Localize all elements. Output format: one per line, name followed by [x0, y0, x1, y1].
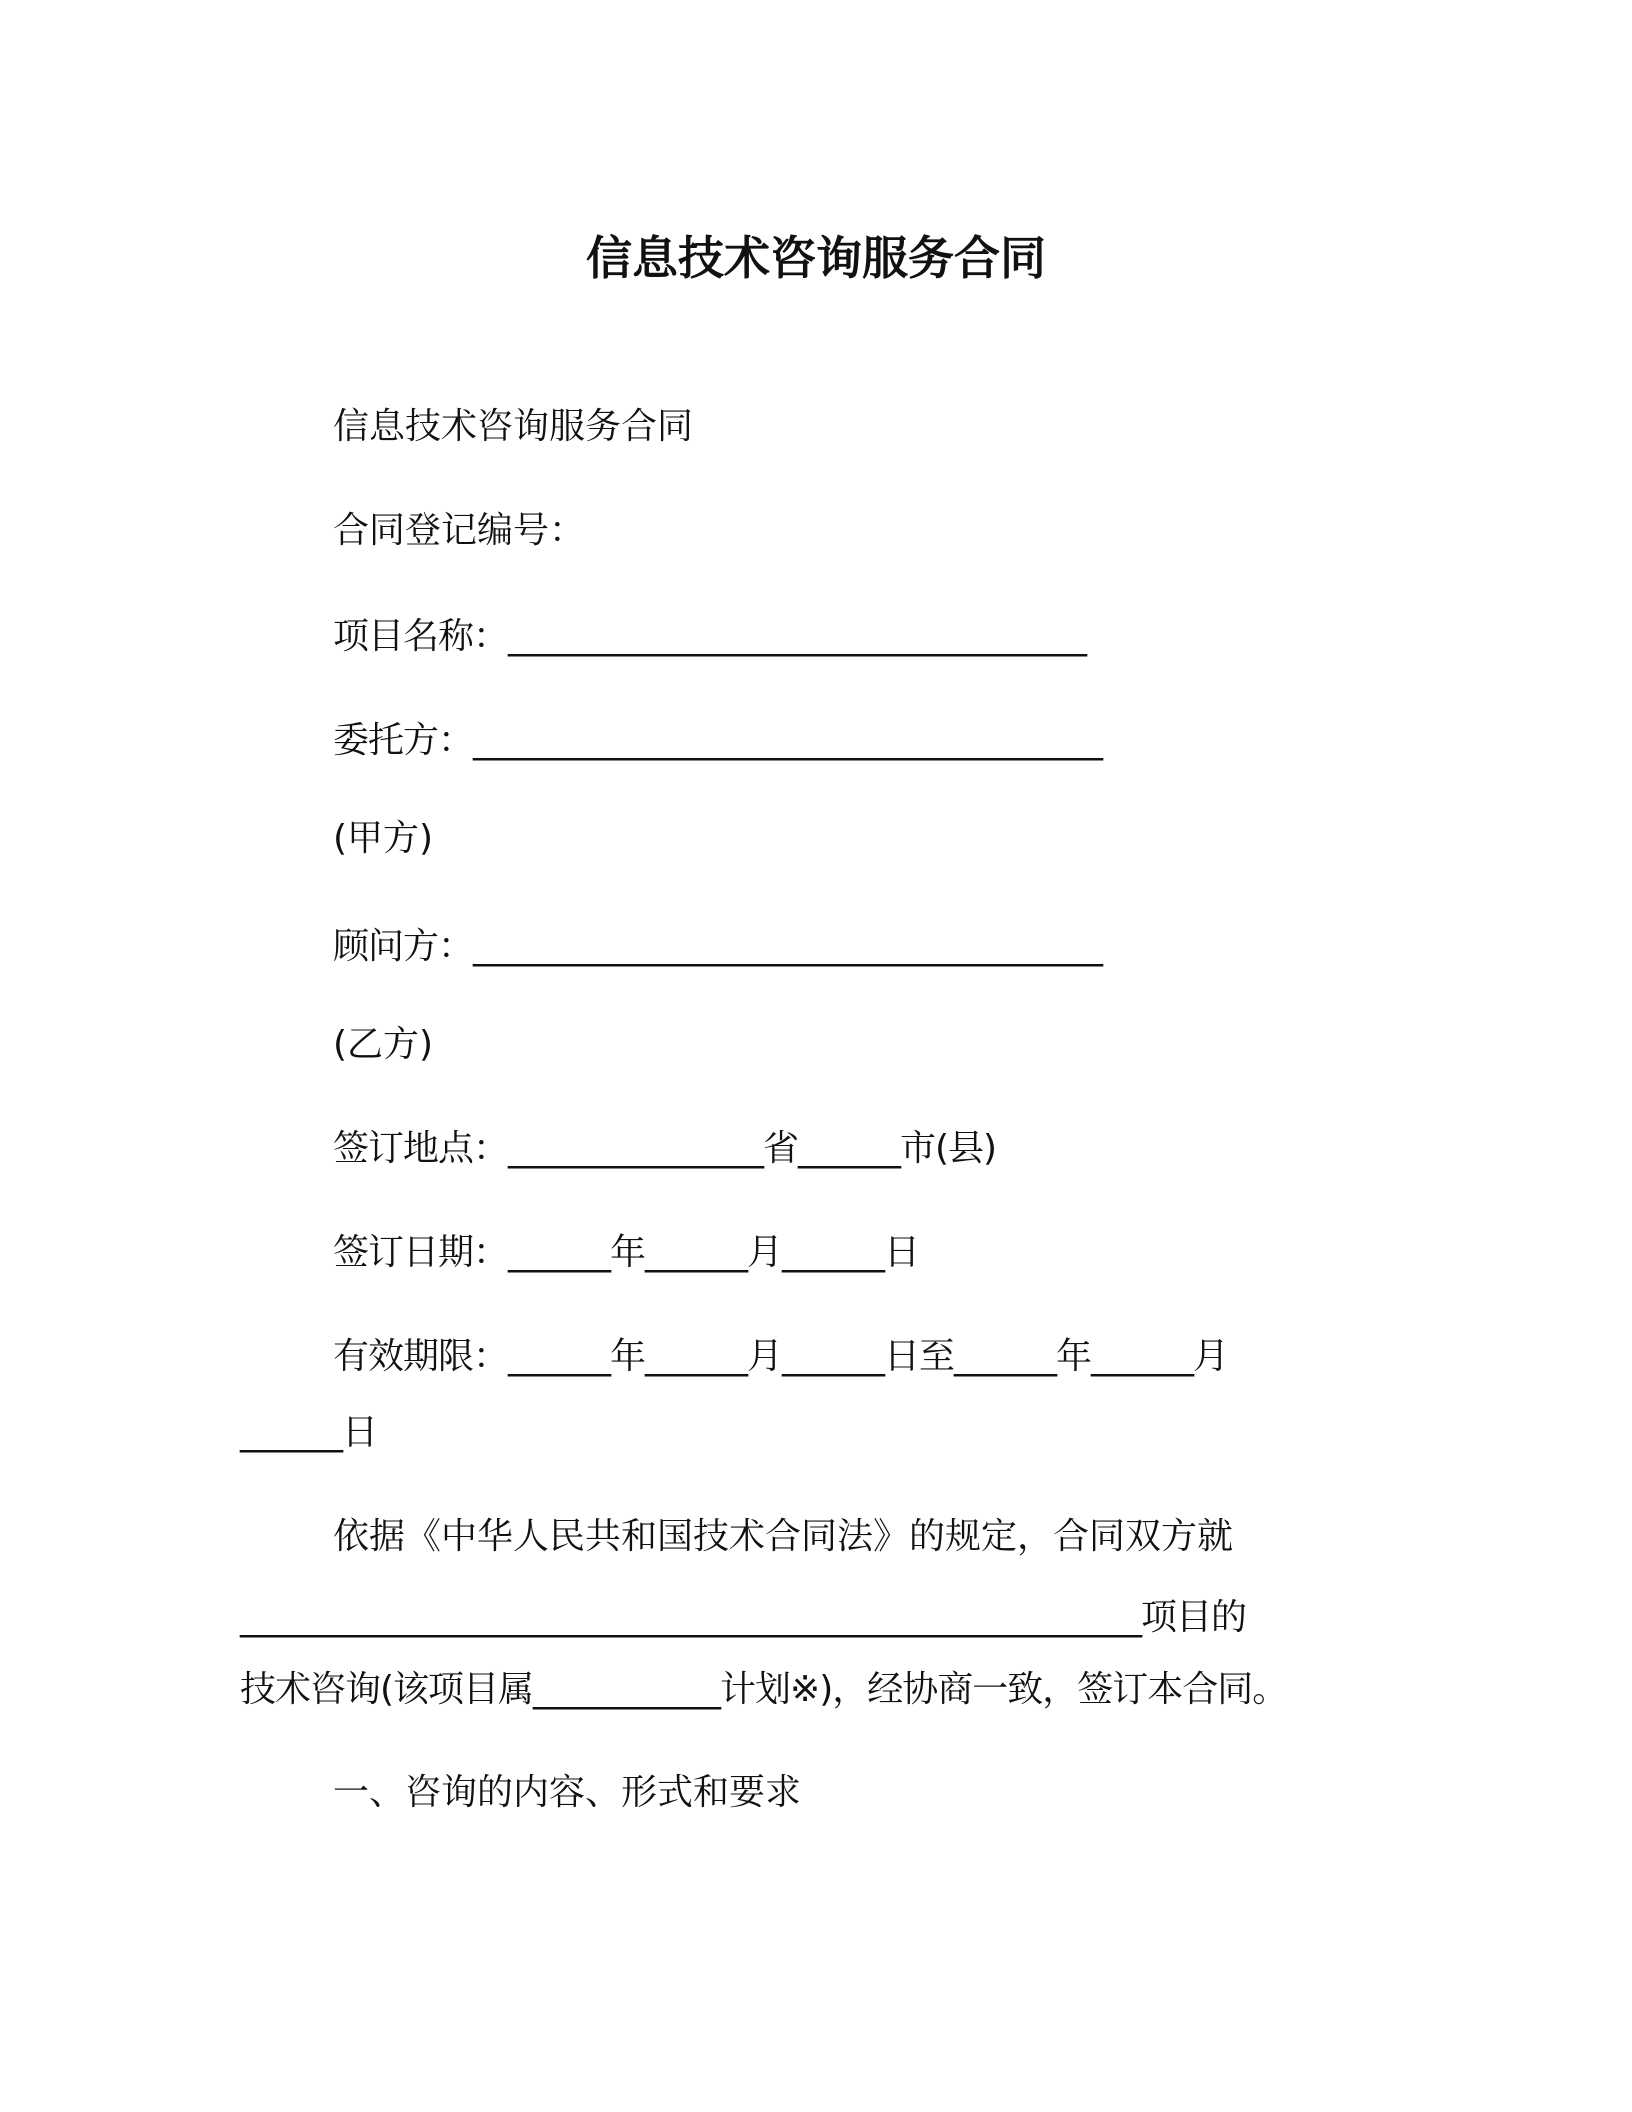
preamble-project-blank: _____________________________________________________项目的 [240, 1597, 1247, 1638]
party-b-label: (乙方) [333, 1024, 434, 1065]
consultant-field: 顾问方：_____________________________________ [333, 926, 1103, 967]
contract-registration-number: 合同登记编号： [333, 510, 586, 551]
party-a-label: (甲方) [333, 818, 434, 859]
preamble-text-continued: 技术咨询(该项目属___________计划※)，经协商一致，签订本合同。 [240, 1669, 1288, 1710]
section-heading-1: 一、咨询的内容、形式和要求 [333, 1772, 802, 1813]
validity-period-field: 有效期限：______年______月______日至______年______月 [333, 1336, 1229, 1377]
signing-date-field: 签订日期：______年______月______日 [333, 1232, 920, 1273]
client-field: 委托方：_____________________________________ [333, 720, 1103, 761]
preamble-text: 依据《中华人民共和国技术合同法》的规定，合同双方就 [333, 1516, 1234, 1557]
signing-place-field: 签订地点：_______________省______市(县) [333, 1128, 997, 1169]
document-title: 信息技术咨询服务合同 [586, 231, 1046, 285]
validity-period-field-continued: ______日 [240, 1412, 378, 1453]
project-name-field: 项目名称：__________________________________ [333, 616, 1087, 657]
subtitle: 信息技术咨询服务合同 [333, 406, 694, 447]
